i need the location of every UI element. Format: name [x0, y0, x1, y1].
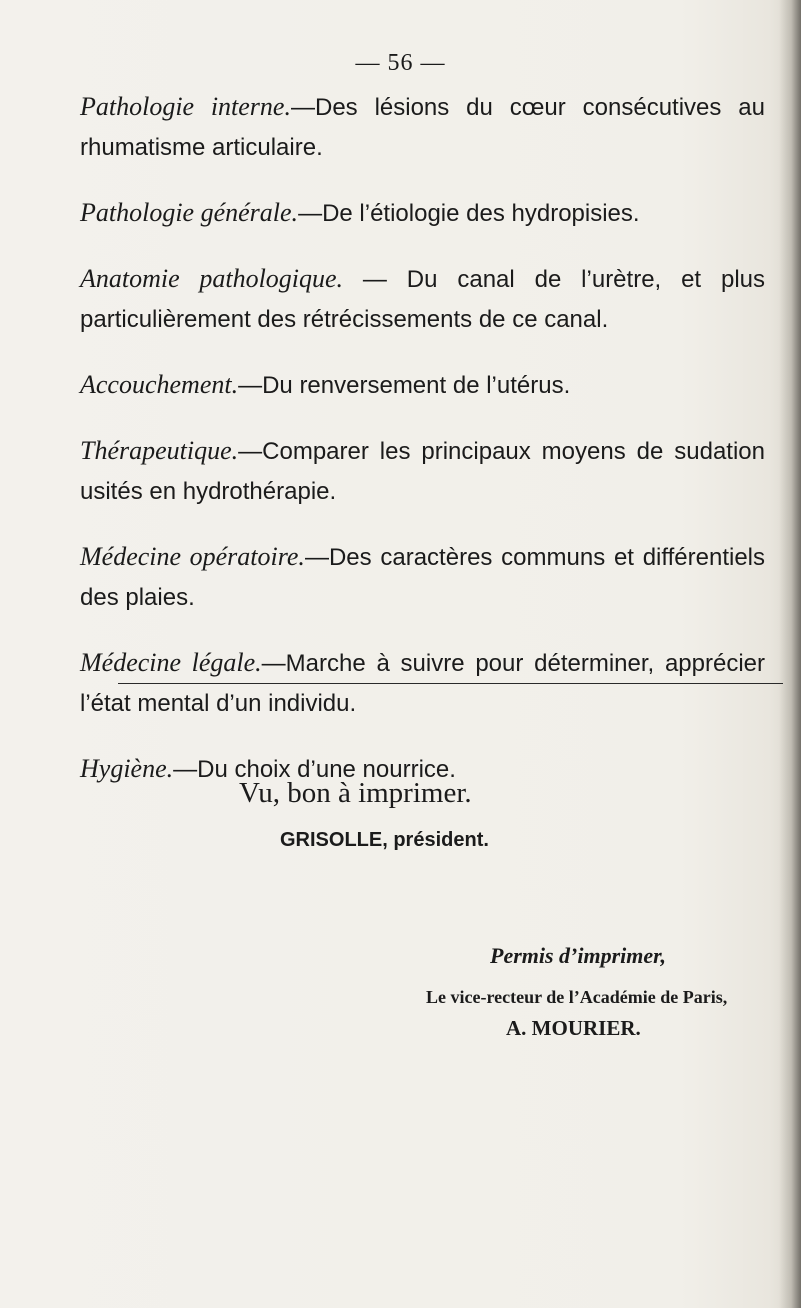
entry-text: —Comparer les principaux moyens de sudation usités en hydrothérapie.	[80, 438, 765, 505]
entry-text: —Marche à suivre pour déterminer, apprécier l’état mental d’un individu.	[80, 650, 765, 717]
entry-therapeutique	[80, 431, 765, 511]
entry-text: —Du renversement de l’utérus.	[238, 372, 571, 399]
entry-subject: Accouchement.	[80, 370, 239, 399]
entry-pathologie-interne	[80, 87, 765, 167]
entry-pathologie-generale	[80, 193, 765, 233]
entry-subject: Pathologie générale.	[80, 198, 299, 227]
permis-title: Permis d’imprimer,	[490, 943, 666, 968]
entry-medecine-operatoire	[80, 537, 765, 617]
horizontal-rule	[118, 683, 783, 684]
entry-anatomie-pathologique	[80, 259, 765, 339]
entry-subject: Médecine opératoire.	[80, 542, 305, 571]
page-number: — 56 —	[355, 50, 446, 76]
entry-subject: Pathologie interne.	[80, 92, 291, 121]
entry-subject: Anatomie pathologique.	[80, 264, 344, 293]
exam-subjects-list	[80, 87, 765, 810]
approval-line: Vu, bon à imprimer.	[239, 777, 472, 809]
entry-subject: Hygiène.	[80, 754, 174, 783]
entry-subject: Thérapeutique.	[80, 436, 239, 465]
rector-line: Le vice-recteur de l’Académie de Paris,	[426, 987, 728, 1007]
entry-text: —Des caractères communs et différentiels des plaies.	[80, 544, 766, 611]
rector-name: A. MOURIER.	[506, 1016, 641, 1040]
entry-accouchement	[80, 365, 765, 405]
president-signature: GRISOLLE, président.	[280, 829, 489, 851]
entry-text: — Du canal de l’urètre, et plus particulièrement des rétrécissements de ce canal.	[80, 266, 765, 333]
approval-block	[239, 777, 489, 851]
entry-text: —De l’étiologie des hydropisies.	[298, 200, 640, 227]
entry-subject: Médecine légale.	[80, 648, 262, 677]
entry-text: —Des lésions du cœur consécutives au rhumatisme articulaire.	[80, 94, 765, 161]
page-edge-shadow	[779, 0, 801, 1308]
entry-text: —Du choix d’une nourrice.	[173, 756, 456, 783]
